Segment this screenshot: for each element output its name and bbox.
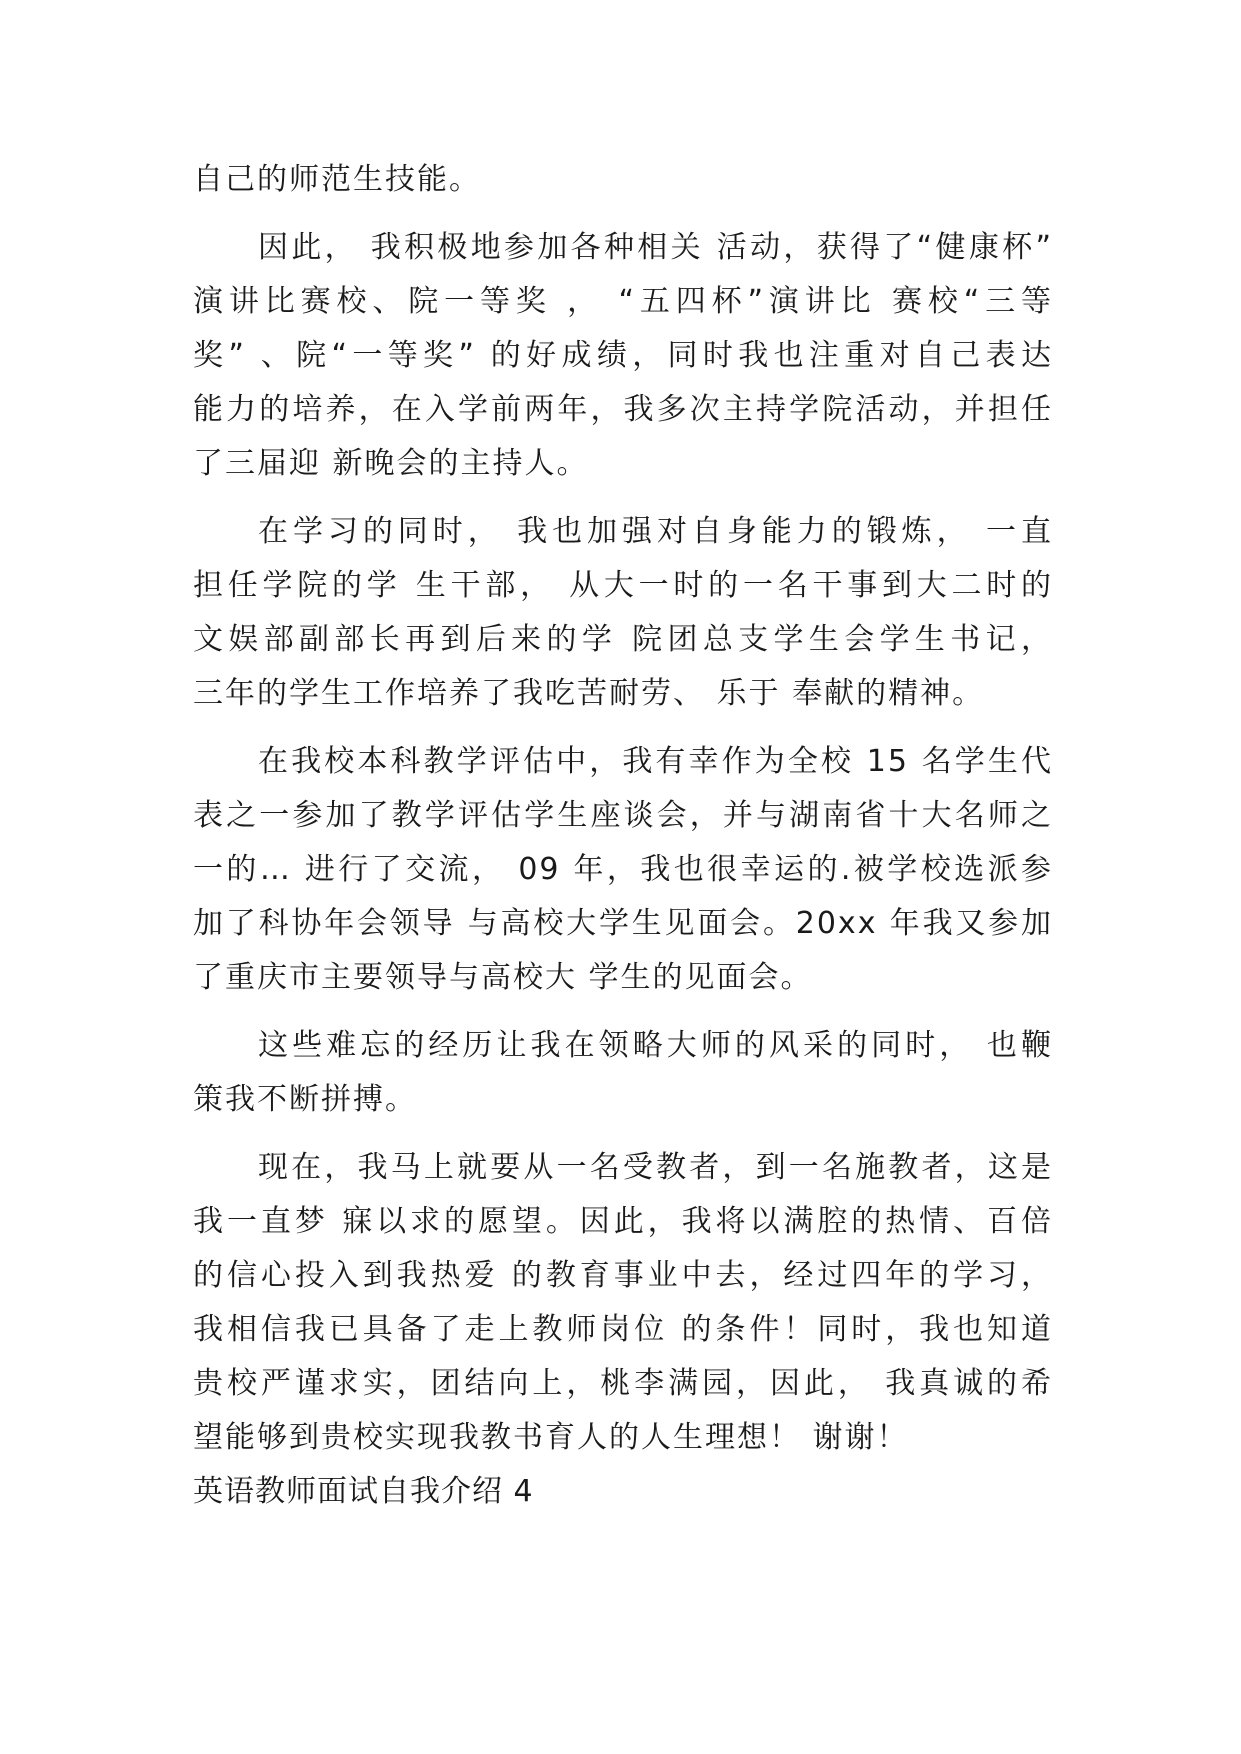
- text-line: 贵校严谨求实，团结向上，桃李满园，因此， 我真诚的希: [193, 1366, 1053, 1401]
- text-line: 我一直梦 寐以求的愿望。因此，我将以满腔的热情、百倍: [193, 1204, 1053, 1239]
- section-heading: 英语教师面试自我介绍 4: [193, 1474, 534, 1509]
- text-line: 三年的学生工作培养了我吃苦耐劳、 乐于 奉献的精神。: [193, 676, 985, 711]
- text-line: 了重庆市主要领导与高校大 学生的见面会。: [193, 960, 813, 995]
- text-line: 一的… 进行了交流， 09 年，我也很幸运的.被学校选派参: [193, 852, 1053, 887]
- text-line: 现在，我马上就要从一名受教者，到一名施教者，这是: [258, 1150, 1053, 1185]
- text-line: 策我不断拼搏。: [193, 1082, 417, 1117]
- text-line: 文娱部副部长再到后来的学 院团总支学生会学生书记，: [193, 622, 1053, 657]
- text-line: 了三届迎 新晚会的主持人。: [193, 446, 589, 481]
- text-line: 演讲比赛校、院一等奖 ， “五四杯”演讲比 赛校“三等: [193, 284, 1053, 319]
- text-line: 加了科协年会领导 与高校大学生见面会。20xx 年我又参加: [193, 906, 1053, 941]
- text-line: 在我校本科教学评估中，我有幸作为全校 15 名学生代: [258, 744, 1053, 779]
- text-line: 奖” 、院“一等奖” 的好成绩，同时我也注重对自己表达: [193, 338, 1053, 373]
- text-line: 担任学院的学 生干部， 从大一时的一名干事到大二时的: [193, 568, 1053, 603]
- text-line: 能力的培养，在入学前两年，我多次主持学院活动，并担任: [193, 392, 1053, 427]
- text-line: 这些难忘的经历让我在领略大师的风采的同时， 也鞭: [258, 1028, 1053, 1063]
- text-line: 的信心投入到我热爱 的教育事业中去，经过四年的学习，: [193, 1258, 1053, 1293]
- text-line: 因此， 我积极地参加各种相关 活动，获得了“健康杯”: [258, 230, 1053, 265]
- text-line: 望能够到贵校实现我教书育人的人生理想！ 谢谢！: [193, 1420, 909, 1455]
- text-line: 在学习的同时， 我也加强对自身能力的锻炼， 一直: [258, 514, 1053, 549]
- text-line: 表之一参加了教学评估学生座谈会，并与湖南省十大名师之: [193, 798, 1053, 833]
- text-line: 我相信我已具备了走上教师岗位 的条件！同时，我也知道: [193, 1312, 1053, 1347]
- text-line: 自己的师范生技能。: [193, 162, 481, 197]
